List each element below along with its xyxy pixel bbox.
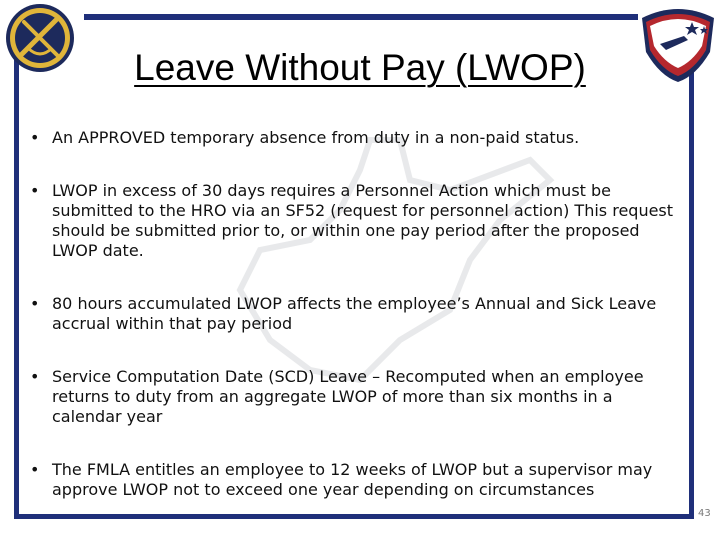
list-item [30,294,680,334]
list-item [30,460,680,500]
bullet-text: LWOP in excess of 30 days requires a Personnel Action which must be submitted to the HRO via an SF52 (request for personnel action) This request should be submitted prior to, or within one pay period after the proposed LWOP date. [52,181,674,260]
slide-frame-left [14,58,19,518]
list-item [30,367,680,427]
bullet-text: An APPROVED temporary absence from duty in a non-paid status. [52,128,580,147]
bullet-text: The FMLA entitles an employee to 12 weeks of LWOP but a supervisor may approve LWOP not to exceed one year depending on circumstances [52,460,653,499]
bullet-marker: • [30,367,40,386]
bullet-list [30,128,680,533]
bullet-text: Service Computation Date (SCD) Leave – Recomputed when an employee returns to duty from an aggregate LWOP of more than six months in a calendar year [52,367,644,426]
bullet-marker: • [30,294,40,313]
bullet-text: 80 hours accumulated LWOP affects the employee’s Annual and Sick Leave accrual within that pay period [52,294,657,333]
list-item [30,128,680,148]
slide-frame-top [84,14,638,20]
bullet-marker: • [30,128,40,147]
list-item [30,181,680,261]
page-number: 43 [698,508,711,519]
bullet-marker: • [30,460,40,479]
bullet-marker: • [30,181,40,200]
slide-frame-right [689,60,694,519]
slide-title: Leave Without Pay (LWOP) [134,47,586,88]
